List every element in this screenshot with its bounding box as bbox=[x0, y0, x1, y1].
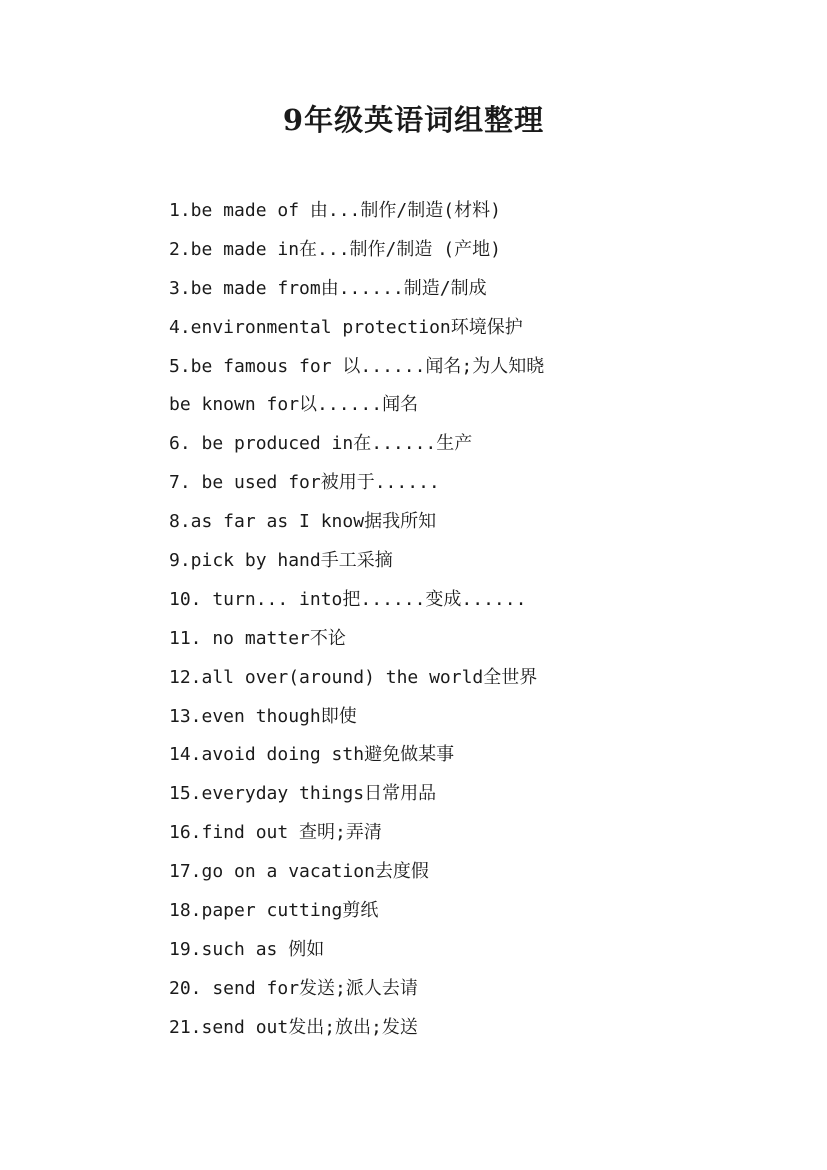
list-item: 7. be used for被用于...... bbox=[169, 472, 440, 494]
list-item: 4.environmental protection环境保护 bbox=[169, 316, 523, 338]
list-item: 9.pick by hand手工采摘 bbox=[169, 550, 393, 572]
list-item: be known for以......闻名 bbox=[169, 394, 419, 416]
list-item: 6. be produced in在......生产 bbox=[169, 433, 473, 455]
list-item: 14.avoid doing sth避免做某事 bbox=[169, 744, 455, 766]
list-item: 3.be made from由......制造/制成 bbox=[169, 277, 487, 299]
list-item: 12.all over(around) the world全世界 bbox=[169, 666, 538, 688]
list-item: 19.such as 例如 bbox=[169, 938, 325, 960]
list-item: 20. send for发送;派人去请 bbox=[169, 977, 418, 999]
list-item: 18.paper cutting剪纸 bbox=[169, 900, 379, 922]
list-item: 2.be made in在...制作/制造 (产地) bbox=[169, 238, 501, 260]
list-item: 13.even though即使 bbox=[169, 705, 357, 727]
list-item: 16.find out 查明;弄清 bbox=[169, 822, 382, 844]
list-item: 5.be famous for 以......闻名;为人知晓 bbox=[169, 355, 545, 377]
list-item: 21.send out发出;放出;发送 bbox=[169, 1016, 418, 1038]
list-item: 8.as far as I know据我所知 bbox=[169, 511, 437, 533]
document-title: 9年级英语词组整理 bbox=[282, 103, 545, 137]
list-item: 1.be made of 由...制作/制造(材料) bbox=[169, 200, 501, 221]
list-item: 11. no matter不论 bbox=[169, 627, 346, 649]
phrase-list bbox=[169, 195, 789, 1051]
list-item: 17.go on a vacation去度假 bbox=[169, 861, 429, 883]
list-item: 10. turn... into把......变成...... bbox=[169, 588, 527, 610]
list-item: 15.everyday things日常用品 bbox=[169, 783, 437, 805]
